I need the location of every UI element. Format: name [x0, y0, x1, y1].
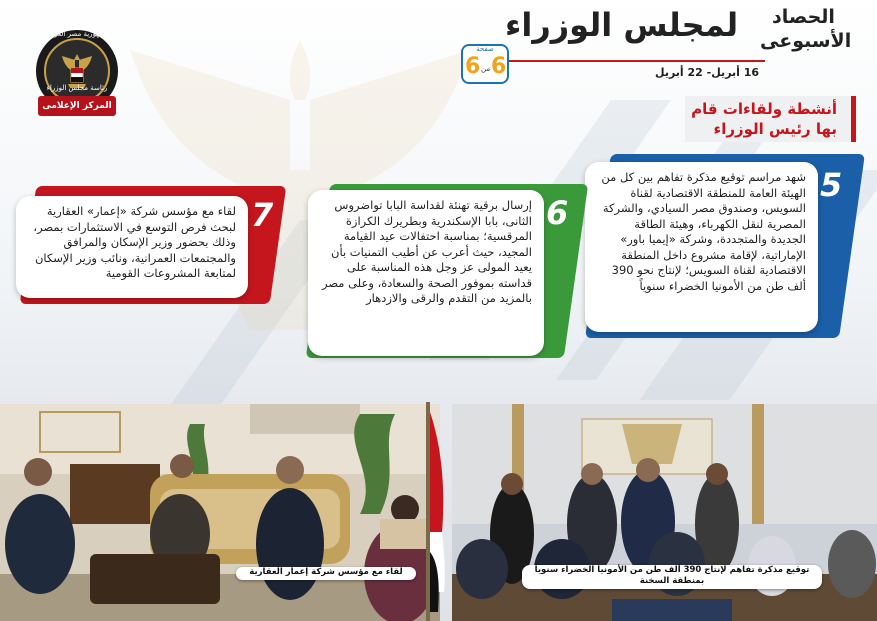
card-7-number: 7	[251, 196, 274, 234]
title-underline	[465, 60, 765, 62]
meeting-photo-left	[0, 404, 440, 621]
page-label: صفحة	[476, 45, 494, 53]
right-photo-caption-line2: بمنطقة السخنة	[639, 576, 705, 586]
right-photo-caption	[522, 565, 822, 589]
section-heading-line2: بها رئيس الوزراء	[713, 120, 837, 138]
logo-middle-text: رئاسة مجلس الوزراء	[46, 84, 108, 92]
page-number-badge	[461, 44, 509, 84]
logo-top-text: جمهورية مصر العربية	[46, 30, 108, 38]
egypt-flag-icon	[424, 402, 450, 621]
card-5-number: 5	[820, 166, 843, 204]
eagle-emblem-icon	[44, 38, 110, 104]
logo-ribbon: المركز الإعلامى	[38, 96, 116, 116]
card-6-text: إرسال برقية تهنئة لقداسة البابا تواضروس الثانى، بابا الإسكندرية وبطريرك الكرازة المرقسية؛ بمناسبة احتفالات عيد القيامة المجيد، حيث أعرب عن أطيب التمنيات بأن يعيد المولى عز وجل هذه المناسبة على قداسته بموفور الصحة والسعادة، وعلى مصر بالمزيد من التقدم والرقى والازدهار	[308, 190, 544, 356]
card-6-number: 6	[546, 194, 569, 232]
title-harvest: الحصاد	[772, 6, 835, 28]
section-heading	[685, 96, 856, 142]
page-current: 6	[491, 54, 507, 79]
section-heading-line1: أنشطة ولقاءات قام	[691, 100, 837, 118]
left-photo-caption: لقاء مع مؤسس شركة إعمار العقارية	[236, 567, 416, 580]
date-range: 16 أبريل- 22 أبريل	[655, 66, 760, 79]
page-total: 6	[465, 54, 481, 79]
page-of: من	[481, 65, 491, 73]
right-photo-caption-line1: توقيع مذكرة تفاهم لإنتاج 390 ألف طن من الأمونيا الخضراء سنوياً	[534, 565, 810, 575]
page-title: لمجلس الوزراء	[505, 6, 739, 44]
card-5-text: شهد مراسم توقيع مذكرة تفاهم بين كل من الهيئة العامة للمنطقة الاقتصادية لقناة السويس، وصندوق مصر السيادي، والشركة المصرية لنقل الكهرباء، وهيئة الطاقة الجديدة والمتجددة، وشركة «إيميا باور» الإماراتية، لإقامة مشروع داخل المنطقة الاقتصادية لقناة السويس؛ لإنتاج نحو 390 ألف طن من الأمونيا الخضراء سنوياً	[585, 162, 818, 332]
title-weekly: الأسبوعى	[760, 30, 852, 52]
card-7-text: لقاء مع مؤسس شركة «إعمار» العقارية لبحث فرص التوسع في الاستثمارات بمصر، وذلك بحضور وزير الإسكان والمرافق والمجتمعات العمرانية، ونائب وزير الإسكان لمتابعة المشروعات القومية	[16, 196, 248, 298]
